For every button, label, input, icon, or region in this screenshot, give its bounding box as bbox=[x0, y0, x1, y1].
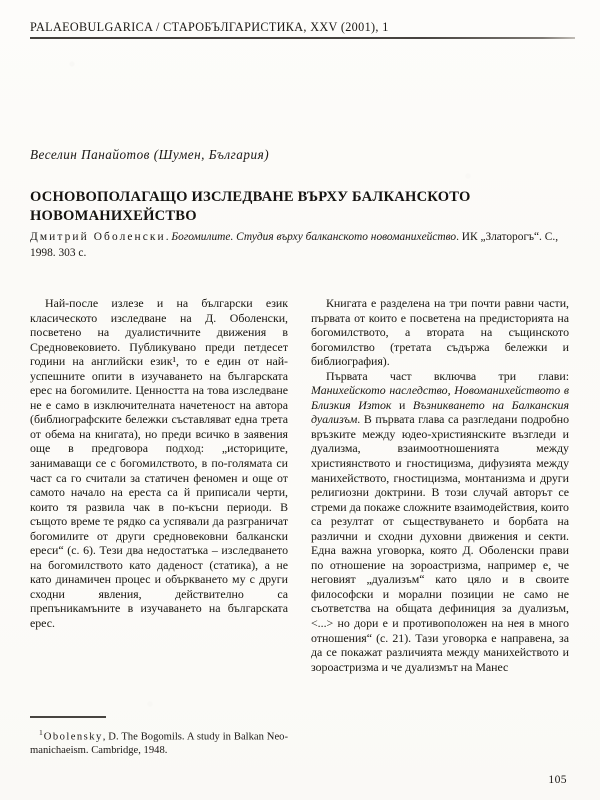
paragraph: Първата част включва три глави: Манихейското наследство, Новоманихейството в Близкия Изток и Възникването на Балканския дуализъм. В първата глава са разгледани подробно връзките между юдео-християнските възгледи и дуализма, взаимоотношенията между християнството и гностицизма, дифузията между манихейството, гностицизма, монтанизма и други религиозни доктрини. В този случай авторът се стреми да покаже сложните взаимодействия, които са резултат от съществуването и борбата на различни и сходни духовни движения и секти. Една важна уговорка, която Д. Оболенски прави по отношение на зороастризма, например е, че неговият „дуализъм“ като цяло и в своите философски и морални позиции не само не съответства на общата дефиниция за дуализъм, <...> но дори е и противоположен на нея в много отношения“ (с. 21). Тази уговорка е направена, за да се покажат различията между манихейството и зороастризма и че дуализмът на Манес bbox=[311, 368, 569, 674]
reviewed-work-imprint: ИК „Златорогъ“. С., 1998. 303 с. bbox=[30, 231, 559, 259]
reviewed-work-title: Богомилите. Студия върху балканското новоманихейство bbox=[171, 231, 457, 243]
reviewed-work-author: Дмитрий Оболенски bbox=[30, 231, 166, 243]
body-columns bbox=[30, 296, 570, 674]
article-author: Веселин Панайотов (Шумен, България) bbox=[30, 147, 270, 162]
reviewed-work-reference bbox=[30, 230, 570, 261]
article-title: ОСНОВОПОЛАГАЩО ИЗСЛЕДВАНЕ ВЪРХУ БАЛКАНСКОТО НОВОМАНИХЕЙСТВО bbox=[30, 188, 471, 225]
paragraph: Книгата е разделена на три почти равни части, първата от които е посветена на предисторията на богомилството, а втората на същинското богомилство (третата съдържа бележки и библиография). bbox=[311, 296, 569, 369]
running-head-text: PALAEOBULGARICA / СТАРОБЪЛГАРИСТИКА, XXV (2001), 1 bbox=[30, 19, 389, 34]
footnote-marker: 1 bbox=[39, 727, 43, 737]
right-column bbox=[311, 296, 569, 674]
running-head bbox=[30, 20, 578, 39]
footnote-area bbox=[30, 716, 288, 757]
reference-punctuation: . bbox=[165, 231, 172, 243]
footnote-text bbox=[30, 726, 288, 758]
footnote-author: Obolensky bbox=[43, 731, 103, 743]
left-column bbox=[30, 296, 288, 674]
running-head-rule bbox=[30, 37, 575, 39]
paragraph: Най-после излезе и на български език класическото изследване на Д. Оболенски, посветено на дуалистичните движения в Средновековието. Публикувано преди петдесет години на английски език¹, то е един от най-успешните опити в изучаването на българската ерес на богомилите. Ценността на това изследване не е само в изключителната начетеност на автора (библиографските бележки съставляват една трета от обема на книгата), но преди всичко в заявения още в предговора подход: „историците, занимаващи се с богомилството, в по-голямата си част са го считали за статичен феномен и още от самото начало на ереста са й приписали черти, които тя развила чак в по-късни периоди. В същото време те рядко са успявали да разграничат богомилите от други средновековни балкански ереси“ (с. 6). Тези два недостатъка – изследването на богомилството като даденост (статика), а не като динамичен процес и объркването му с други сходни явления, действително са препъникамъните в изучаването на българската ерес. bbox=[30, 296, 288, 631]
reference-punctuation-2: . bbox=[456, 231, 462, 243]
page-number: 105 bbox=[548, 773, 567, 786]
footnote-citation: , D. The Bogomils. A study in Balkan Neo-manichaeism. Cambridge, 1948. bbox=[30, 731, 288, 756]
footnote-separator-rule bbox=[30, 716, 106, 718]
